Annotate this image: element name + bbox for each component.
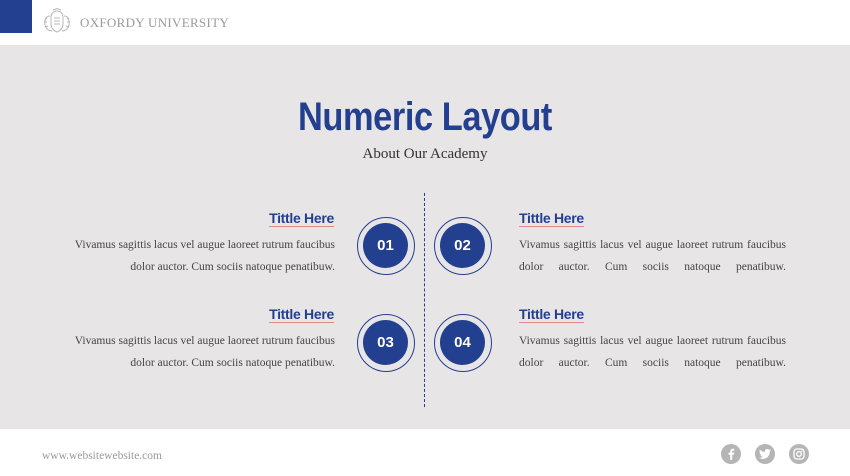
- header-bar: [0, 0, 850, 45]
- number-label: 01: [363, 223, 408, 268]
- facebook-icon[interactable]: [721, 444, 741, 464]
- footer-bar: [0, 429, 850, 476]
- number-badge-02: [434, 217, 492, 275]
- number-badge-03: [357, 314, 415, 372]
- twitter-icon[interactable]: [755, 444, 775, 464]
- page-title: Numeric Layout: [298, 95, 552, 139]
- item-description: Vivamus sagittis lacus vel augue laoreet rutrum faucibus dolor auctor. Cum sociis natoque penatibuw.: [74, 239, 335, 273]
- number-badge-01: [357, 217, 415, 275]
- item-description: Vivamus sagittis lacus vel augue laoreet rutrum faucibus dolor auctor. Cum sociis natoque penatibuw.: [519, 239, 786, 273]
- slide-content: [0, 45, 850, 429]
- number-label: 04: [440, 320, 485, 365]
- item-title: Tittle Here: [269, 210, 334, 226]
- university-name: OXFORDY UNIVERSITY: [80, 15, 230, 30]
- number-badge-04: [434, 314, 492, 372]
- item-description: Vivamus sagittis lacus vel augue laoreet rutrum faucibus dolor auctor. Cum sociis natoque penatibuw.: [74, 335, 335, 369]
- number-label: 03: [363, 320, 408, 365]
- university-crest-icon: [41, 8, 73, 34]
- number-label: 02: [440, 223, 485, 268]
- website-link[interactable]: www.websitewebsite.com: [42, 450, 162, 462]
- accent-square: [0, 0, 32, 33]
- item-title: Tittle Here: [269, 306, 334, 322]
- center-divider: [424, 193, 425, 407]
- page-subtitle: About Our Academy: [362, 146, 488, 162]
- item-title: Tittle Here: [519, 306, 584, 322]
- item-title: Tittle Here: [519, 210, 584, 226]
- instagram-icon[interactable]: [789, 444, 809, 464]
- item-description: Vivamus sagittis lacus vel augue laoreet rutrum faucibus dolor auctor. Cum sociis natoque penatibuw.: [519, 335, 786, 369]
